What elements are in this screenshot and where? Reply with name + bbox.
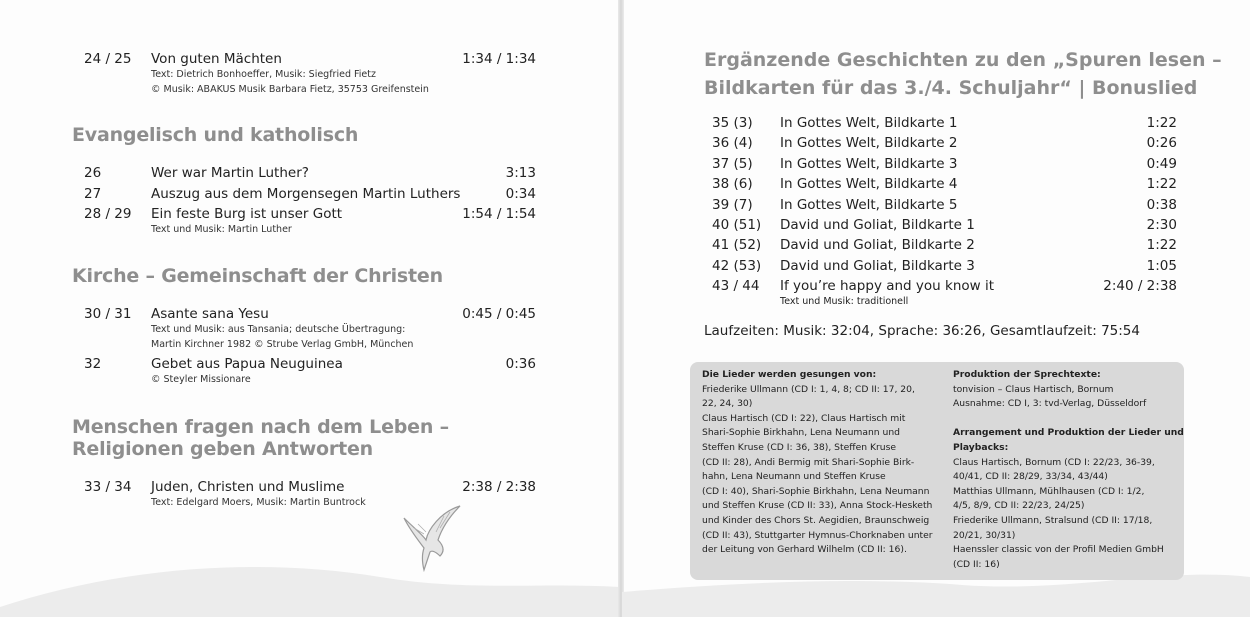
- track-number: 35 (3): [712, 115, 753, 131]
- track-title: In Gottes Welt, Bildkarte 2: [780, 135, 958, 151]
- credit-line: (CD II: 28), Andi Bermig mit Shari-Sophie Birk-: [702, 456, 915, 468]
- credit-line: Haenssler classic von der Profil Medien GmbH: [953, 544, 1164, 556]
- credit-line: Matthias Ullmann, Mühlhausen (CD I: 1/2,: [953, 485, 1145, 497]
- credit-line: Playbacks:: [953, 441, 1009, 453]
- track-title: Von guten Mächten: [151, 51, 282, 67]
- track-title: In Gottes Welt, Bildkarte 3: [780, 156, 958, 172]
- credit-line: Shari-Sophie Birkhahn, Lena Neumann und: [702, 427, 901, 439]
- wave-decoration: [0, 547, 620, 617]
- section-heading: Ergänzende Geschichten zu den „Spuren lesen –: [704, 49, 1222, 71]
- left-page: [0, 0, 620, 617]
- track-time: 0:34: [505, 186, 536, 202]
- track-time: 1:34 / 1:34: [462, 51, 536, 67]
- track-credit: Martin Kirchner 1982 © Strube Verlag GmbH, München: [151, 339, 414, 350]
- track-credit: Text und Musik: aus Tansania; deutsche Übertragung:: [151, 324, 406, 335]
- track-number: 36 (4): [712, 135, 753, 151]
- credit-line: (CD I: 40), Shari-Sophie Birkhahn, Lena Neumann: [702, 485, 930, 497]
- track-credit: Text: Edelgard Moers, Musik: Martin Buntrock: [151, 497, 366, 508]
- credit-line: Steffen Kruse (CD I: 36, 38), Steffen Kruse: [702, 441, 897, 453]
- credits-singers: [702, 368, 938, 558]
- credits-production: [953, 368, 1183, 572]
- credit-line: 4/5, 8/9, CD II: 22/23, 24/25): [953, 500, 1085, 512]
- credit-line: (CD II: 16): [953, 558, 1000, 570]
- credit-line: Friederike Ullmann (CD I: 1, 4, 8; CD II: 17, 20,: [702, 383, 915, 395]
- track-title: Asante sana Yesu: [151, 306, 269, 322]
- track-time: 2:30: [1146, 217, 1177, 233]
- track-title: Ein feste Burg ist unser Gott: [151, 206, 343, 222]
- section-heading: Evangelisch und katholisch: [72, 124, 359, 146]
- track-number: 26: [84, 165, 102, 181]
- track-time: 0:49: [1146, 156, 1177, 172]
- section-heading: Menschen fragen nach dem Leben –: [72, 416, 449, 438]
- track-number: 38 (6): [712, 176, 753, 192]
- track-title: In Gottes Welt, Bildkarte 5: [780, 197, 958, 213]
- track-number: 30 / 31: [84, 306, 132, 322]
- track-title: Gebet aus Papua Neuguinea: [151, 356, 343, 372]
- track-number: 33 / 34: [84, 479, 132, 495]
- credit-line: und Steffen Kruse (CD II: 33), Anna Stock-Hesketh: [702, 500, 933, 512]
- section-heading-line2: Bildkarten für das 3./4. Schuljahr“ | Bonuslied: [704, 77, 1198, 99]
- track-credit: Text und Musik: traditionell: [780, 296, 909, 307]
- track-time: 1:22: [1146, 115, 1177, 131]
- credit-line: (CD II: 43), Stuttgarter Hymnus-Chorknaben unter: [702, 529, 933, 541]
- credit-line: Claus Hartisch, Bornum (CD I: 22/23, 36-39,: [953, 456, 1155, 468]
- credit-line: Arrangement und Produktion der Lieder und: [953, 427, 1184, 439]
- track-number: 40 (51): [712, 217, 762, 233]
- track-time: 1:05: [1146, 258, 1177, 274]
- track-title: Auszug aus dem Morgensegen Martin Luthers: [151, 186, 461, 202]
- credits-box: [690, 362, 1184, 580]
- track-time: 1:22: [1146, 237, 1177, 253]
- credit-line: [953, 412, 1183, 427]
- track-time: 0:26: [1146, 135, 1177, 151]
- track-time: 0:36: [505, 356, 536, 372]
- track-credit: © Steyler Missionare: [151, 374, 251, 385]
- dove-icon: [396, 500, 466, 572]
- track-time: 0:45 / 0:45: [462, 306, 536, 322]
- track-number: 39 (7): [712, 197, 753, 213]
- credit-line: Friederike Ullmann, Stralsund (CD II: 17/18,: [953, 514, 1153, 526]
- section-heading-line2: Religionen geben Antworten: [72, 438, 373, 460]
- track-number: 32: [84, 356, 102, 372]
- track-title: David und Goliat, Bildkarte 1: [780, 217, 975, 233]
- track-number: 42 (53): [712, 258, 762, 274]
- credit-line: 22, 24, 30): [702, 398, 753, 410]
- track-title: Wer war Martin Luther?: [151, 165, 309, 181]
- track-title: David und Goliat, Bildkarte 3: [780, 258, 975, 274]
- credit-line: Produktion der Sprechtexte:: [953, 369, 1101, 380]
- credit-line: 20/21, 30/31): [953, 529, 1016, 541]
- credit-line: der Leitung von Gerhard Wilhelm (CD II: 16).: [702, 544, 907, 556]
- track-title: In Gottes Welt, Bildkarte 4: [780, 176, 958, 192]
- track-credit: Text und Musik: Martin Luther: [151, 224, 292, 235]
- credit-line: 40/41, CD II: 28/29, 33/34, 43/44): [953, 471, 1108, 483]
- track-number: 24 / 25: [84, 51, 132, 67]
- credit-line: Die Lieder werden gesungen von:: [702, 369, 877, 380]
- credit-line: tonvision – Claus Hartisch, Bornum: [953, 383, 1114, 395]
- track-number: 27: [84, 186, 102, 202]
- track-time: 2:38 / 2:38: [462, 479, 536, 495]
- track-credit: Text: Dietrich Bonhoeffer, Musik: Siegfried Fietz: [151, 69, 376, 80]
- track-time: 2:40 / 2:38: [1103, 278, 1177, 294]
- track-title: In Gottes Welt, Bildkarte 1: [780, 115, 958, 131]
- credit-line: Ausnahme: CD I, 3: tvd-Verlag, Düsseldorf: [953, 398, 1147, 410]
- track-title: If you’re happy and you know it: [780, 278, 995, 294]
- credit-line: hahn, Lena Neumann und Steffen Kruse: [702, 471, 886, 483]
- credit-line: und Kinder des Chors St. Aegidien, Braunschweig: [702, 514, 930, 526]
- track-credit: © Musik: ABAKUS Musik Barbara Fietz, 35753 Greifenstein: [151, 84, 429, 95]
- track-number: 41 (52): [712, 237, 762, 253]
- track-time: 1:22: [1146, 176, 1177, 192]
- track-time: 3:13: [505, 165, 536, 181]
- track-number: 43 / 44: [712, 278, 760, 294]
- track-time: 1:54 / 1:54: [462, 206, 536, 222]
- runtime-summary: Laufzeiten: Musik: 32:04, Sprache: 36:26, Gesamtlaufzeit: 75:54: [704, 323, 1140, 339]
- credit-line: Claus Hartisch (CD I: 22), Claus Hartisch mit: [702, 412, 906, 424]
- track-title: Juden, Christen und Muslime: [151, 479, 345, 495]
- track-title: David und Goliat, Bildkarte 2: [780, 237, 975, 253]
- section-heading: Kirche – Gemeinschaft der Christen: [72, 265, 443, 287]
- track-number: 28 / 29: [84, 206, 132, 222]
- track-number: 37 (5): [712, 156, 753, 172]
- track-time: 0:38: [1146, 197, 1177, 213]
